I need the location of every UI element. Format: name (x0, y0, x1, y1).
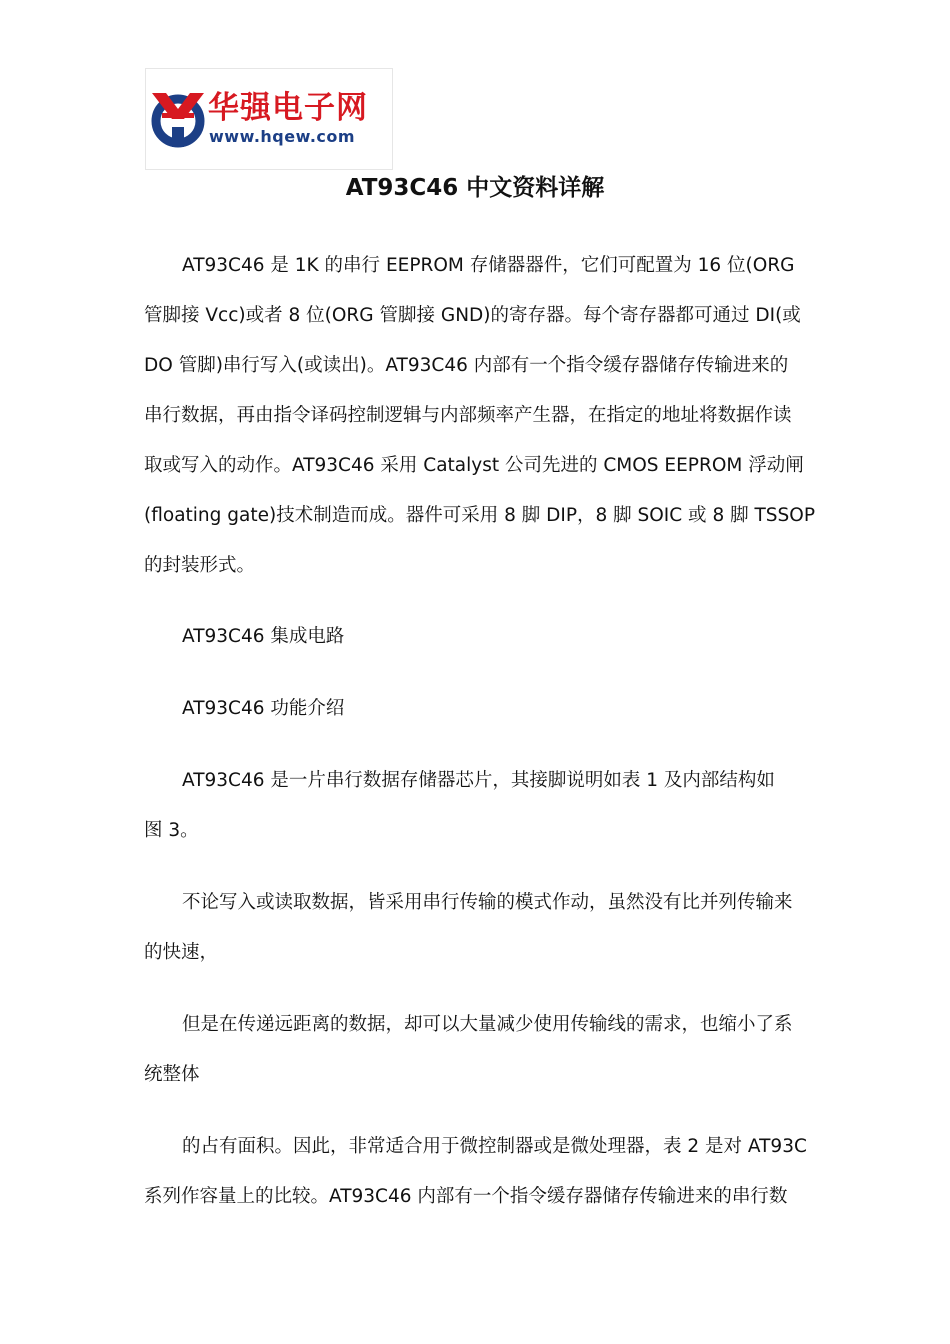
text-line: AT93C46 是 1K 的串行 EEPROM 存储器器件，它们可配置为 16 位(ORG (182, 255, 795, 276)
paragraph-serial-mode (144, 878, 808, 978)
paragraph-intro (144, 241, 815, 591)
text-line: AT93C46 功能介绍 (182, 698, 345, 719)
logo-url-text: www.hqew.com (209, 127, 356, 146)
text-line: 的封装形式。 (144, 555, 256, 576)
paragraph-area (144, 1122, 808, 1222)
hqew-emblem-icon (148, 87, 208, 151)
text-line: DO 管脚)串行写入(或读出)。AT93C46 内部有一个指令缓存器储存传输进来的 (144, 355, 789, 376)
text-line: 的占有面积。因此，非常适合用于微控制器或是微处理器，表 2 是对 AT93C (182, 1136, 807, 1157)
text-line: 串行数据，再由指令译码控制逻辑与内部频率产生器，在指定的地址将数据作读 (144, 405, 792, 426)
paragraph-ic (144, 612, 808, 662)
text-line: 的快速， (144, 942, 219, 963)
site-logo[interactable] (145, 68, 393, 170)
text-line: 图 3。 (144, 820, 199, 841)
paragraph-pin-description (144, 756, 808, 856)
text-line: AT93C46 集成电路 (182, 626, 345, 647)
paragraph-distance (144, 1000, 808, 1100)
text-line: 取或写入的动作。AT93C46 采用 Catalyst 公司先进的 CMOS EEPROM 浮动闸 (144, 455, 804, 476)
document-title: AT93C46 中文资料详解 (345, 175, 605, 201)
text-line: 管脚接 Vcc)或者 8 位(ORG 管脚接 GND)的寄存器。每个寄存器都可通过 DI(或 (144, 305, 801, 326)
text-line: 不论写入或读取数据，皆采用串行传输的模式作动，虽然没有比并列传输来 (182, 892, 793, 913)
text-line: 系列作容量上的比较。AT93C46 内部有一个指令缓存器储存传输进来的串行数 (144, 1186, 788, 1207)
text-line: (floating gate)技术制造而成。器件可采用 8 脚 DIP，8 脚 SOIC 或 8 脚 TSSOP (144, 505, 815, 526)
text-line: AT93C46 是一片串行数据存储器芯片，其接脚说明如表 1 及内部结构如 (182, 770, 775, 791)
text-line: 但是在传递远距离的数据，却可以大量减少使用传输线的需求，也缩小了系 (182, 1014, 793, 1035)
paragraph-function (144, 684, 808, 734)
text-line: 统整体 (144, 1064, 200, 1085)
logo-brand-text: 华强电子网 (208, 90, 368, 126)
